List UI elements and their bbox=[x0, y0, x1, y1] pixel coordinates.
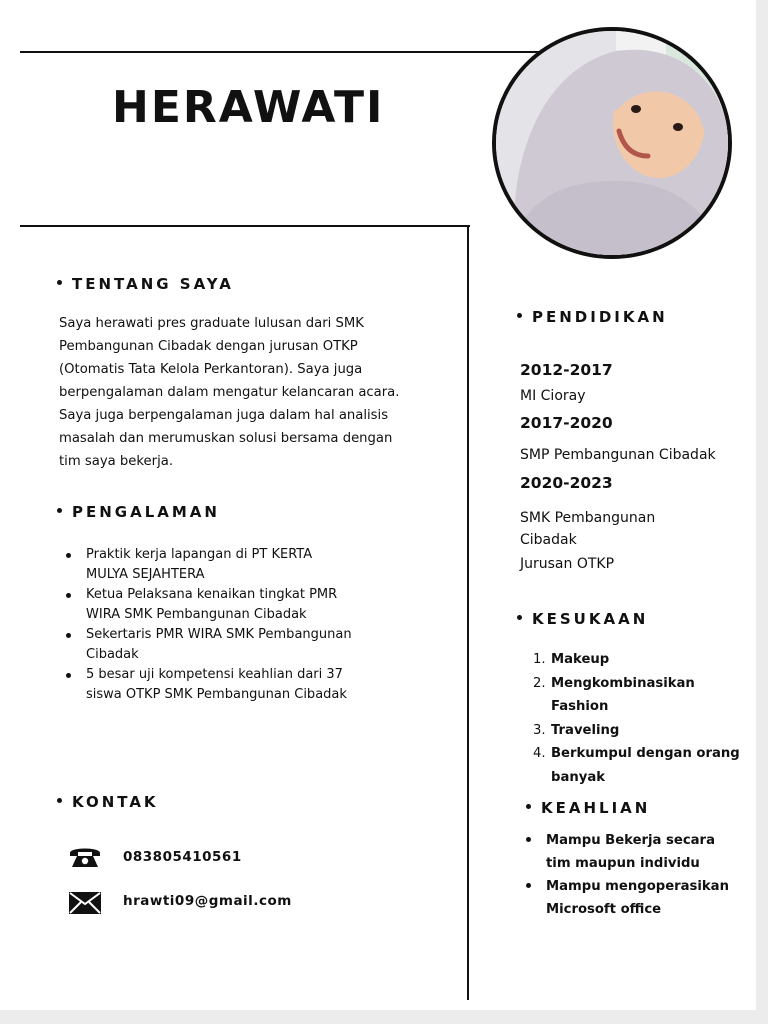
envelope-icon bbox=[68, 891, 102, 919]
education-years-1: 2012-2017 bbox=[520, 361, 613, 379]
bullet-dot bbox=[57, 280, 62, 285]
bullet-dot bbox=[57, 798, 62, 803]
about-heading: TENTANG SAYA bbox=[57, 275, 234, 293]
about-line: tim saya bekerja. bbox=[59, 454, 174, 469]
education-heading: PENDIDIKAN bbox=[517, 308, 668, 326]
phone-number[interactable]: 083805410561 bbox=[123, 849, 242, 865]
resume-name: HERAWATI bbox=[112, 82, 385, 133]
education-major-3: Jurusan OTKP bbox=[520, 556, 615, 572]
top-rule bbox=[20, 51, 540, 53]
experience-heading: PENGALAMAN bbox=[57, 503, 220, 521]
contact-heading: KONTAK bbox=[57, 793, 159, 811]
bullet-dot bbox=[57, 508, 62, 513]
experience-list bbox=[62, 545, 352, 705]
bullet-dot bbox=[517, 615, 522, 620]
skill-item: Mampu Bekerja secara tim maupun individu bbox=[522, 829, 729, 875]
education-school-2: SMP Pembangunan Cibadak bbox=[520, 447, 716, 463]
education-school-1: MI Cioray bbox=[520, 388, 586, 404]
hobby-item: 3. Traveling bbox=[533, 722, 620, 738]
profile-photo bbox=[492, 27, 732, 259]
phone-icon bbox=[68, 845, 102, 873]
experience-item: Praktik kerja lapangan di PT KERTA MULYA SEJAHTERA bbox=[62, 545, 352, 585]
header-bottom-rule bbox=[20, 225, 470, 227]
experience-item: 5 besar uji kompetensi keahlian dari 37 siswa OTKP SMK Pembangunan Cibadak bbox=[62, 665, 352, 705]
experience-item: Ketua Pelaksana kenaikan tingkat PMR WIRA SMK Pembangunan Cibadak bbox=[62, 585, 352, 625]
education-school-3: SMK Pembangunan Cibadak bbox=[520, 510, 656, 548]
about-line: masalah dan merumuskan solusi bersama dengan bbox=[59, 431, 393, 446]
education-years-2: 2017-2020 bbox=[520, 414, 613, 432]
hobby-item: 1. Makeup bbox=[533, 652, 610, 667]
bullet-dot bbox=[526, 804, 531, 809]
skills-heading: KEAHLIAN bbox=[526, 799, 650, 817]
about-line: Saya juga berpengalaman juga dalam hal analisis bbox=[59, 408, 389, 423]
about-line: (Otomatis Tata Kelola Perkantoran). Saya juga bbox=[59, 362, 363, 377]
skills-list bbox=[522, 829, 729, 921]
hobby-item: 2. Mengkombinasikan Fashion bbox=[533, 675, 695, 714]
skill-item: Mampu mengoperasikan Microsoft office bbox=[522, 875, 729, 921]
about-line: Saya herawati pres graduate lulusan dari SMK bbox=[59, 316, 364, 331]
education-years-3: 2020-2023 bbox=[520, 474, 613, 492]
bullet-dot bbox=[517, 313, 522, 318]
email-address[interactable]: hrawti09@gmail.com bbox=[123, 893, 292, 909]
hobbies-heading: KESUKAAN bbox=[517, 610, 648, 628]
about-line: berpengalaman dalam mengatur kelancaran acara. bbox=[59, 385, 400, 400]
about-line: Pembangunan Cibadak dengan jurusan OTKP bbox=[59, 339, 358, 354]
hobby-item: 4. Berkumpul dengan orang banyak bbox=[533, 746, 740, 785]
experience-item: Sekertaris PMR WIRA SMK Pembangunan Cibadak bbox=[62, 625, 352, 665]
hobbies-list bbox=[533, 648, 740, 789]
about-text bbox=[59, 312, 399, 473]
column-divider bbox=[467, 226, 469, 1000]
